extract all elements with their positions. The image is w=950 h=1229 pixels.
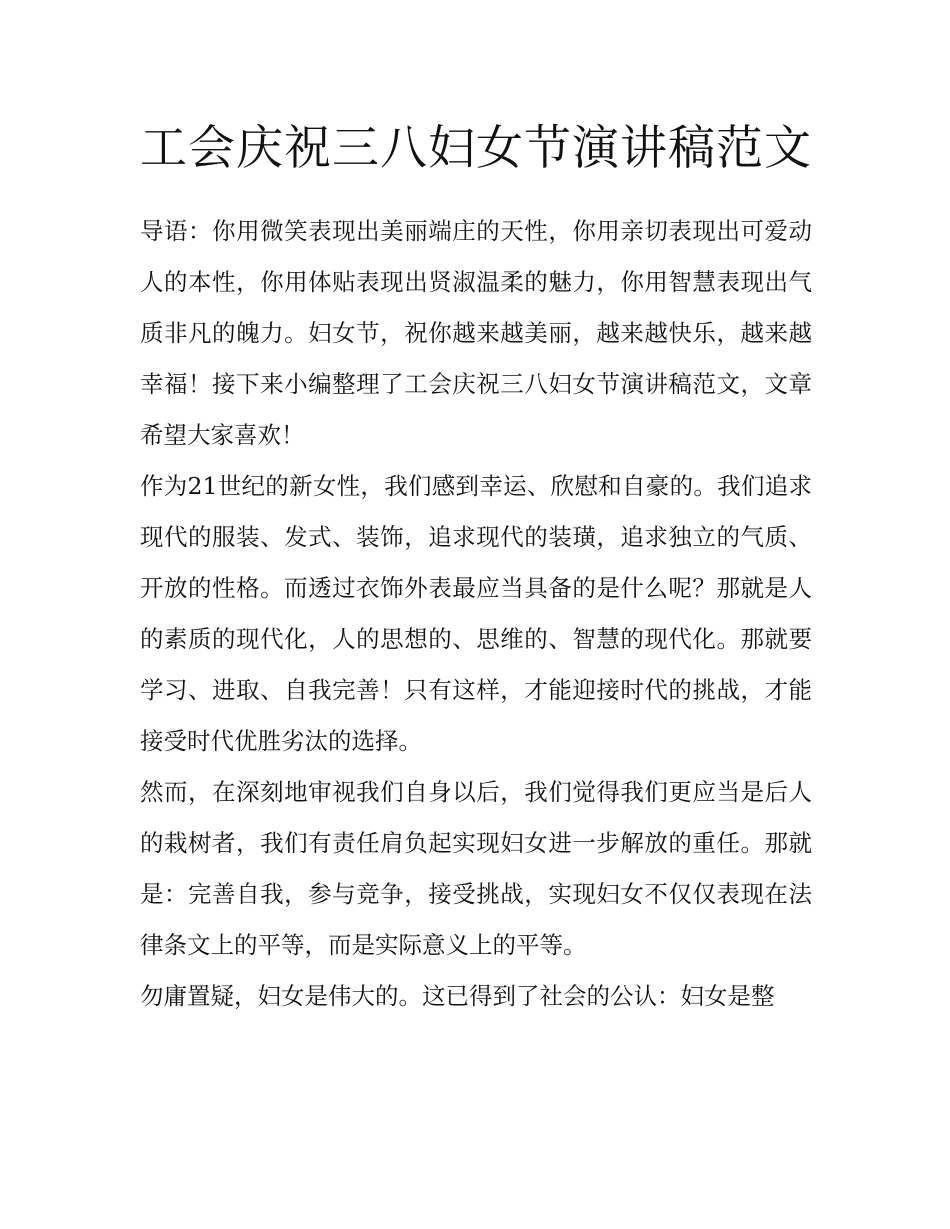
paragraph-new-women: 作为21世纪的新女性，我们感到幸运、欣慰和自豪的。我们追求现代的服装、发式、装饰，追求现代的装璜，追求独立的气质、开放的性格。而透过衣饰外表最应当具备的是什么呢？那就是人的素质的现代化，人的思想的、思维的、智慧的现代化。那就要学习、进取、自我完善！只有这样，才能迎接时代的挑战，才能接受时代优胜劣汰的选择。	[140, 472, 812, 755]
document-title: 工会庆祝三八妇女节演讲稿范文	[140, 121, 812, 176]
document-body	[140, 112, 812, 1022]
paragraph-responsibility: 然而，在深刻地审视我们自身以后，我们觉得我们更应当是后人的栽树者，我们有责任肩负起实现妇女进一步解放的重任。那就是：完善自我，参与竞争，接受挑战，实现妇女不仅仅表现在法律条文上的平等，而是实际意义上的平等。	[140, 778, 812, 959]
paragraph-intro: 导语：你用微笑表现出美丽端庄的天性，你用亲切表现出可爱动人的本性，你用体贴表现出贤淑温柔的魅力，你用智慧表现出气质非凡的魄力。妇女节，祝你越来越美丽，越来越快乐，越来越幸福！接下来小编整理了工会庆祝三八妇女节演讲稿范文，文章希望大家喜欢！	[140, 217, 812, 449]
paragraph-women-great: 勿庸置疑，妇女是伟大的。这已得到了社会的公认：妇女是整	[140, 982, 775, 1010]
